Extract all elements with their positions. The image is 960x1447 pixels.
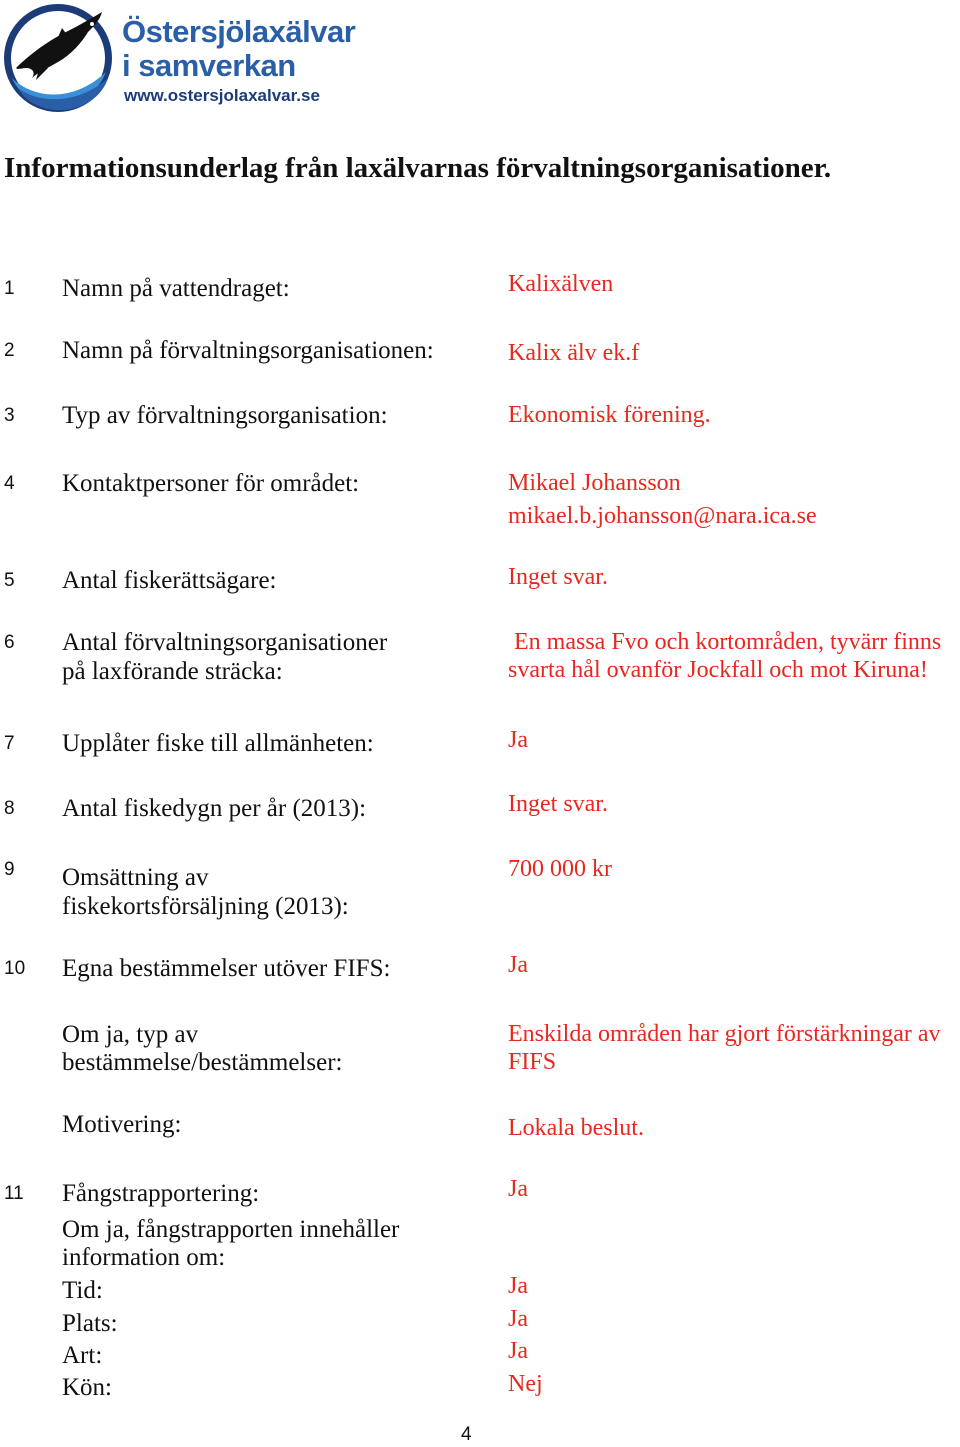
item-11-number: 11 (4, 1183, 24, 1204)
item-10-label: Egna bestämmelser utöver FIFS: (62, 955, 391, 982)
item-11-sex-value: Nej (508, 1371, 543, 1397)
logo-url: www.ostersjolaxalvar.se (124, 86, 320, 105)
item-8-label: Antal fiskedygn per år (2013): (62, 795, 367, 822)
item-6-value: En massa Fvo och kortområden, tyvärr finns (508, 629, 942, 655)
item-11-info-label-line2: information om: (62, 1244, 226, 1271)
item-3-number: 3 (4, 405, 15, 426)
item-1-label: Namn på vattendraget: (62, 275, 290, 302)
item-6-label: Antal förvaltningsorganisationer (62, 629, 388, 656)
item-11-label: Fångstrapportering: (62, 1180, 260, 1207)
item-11-value: Ja (508, 1176, 528, 1202)
logo (0, 0, 356, 116)
page-number: 4 (461, 1424, 472, 1445)
item-5-number: 5 (4, 570, 15, 591)
item-11-species-value: Ja (508, 1338, 528, 1364)
item-10-type-value-line2: FIFS (508, 1049, 557, 1075)
item-4-email: mikael.b.johansson@nara.ica.se (508, 503, 817, 529)
item-11-sex-label: Kön: (62, 1374, 112, 1401)
item-2-label: Namn på förvaltningsorganisationen: (62, 337, 434, 364)
item-10-value: Ja (508, 952, 528, 978)
item-11-species-label: Art: (62, 1342, 103, 1369)
item-11-info-label: Om ja, fångstrapporten innehåller (62, 1216, 400, 1243)
item-8-value: Inget svar. (508, 791, 608, 817)
item-7-number: 7 (4, 733, 15, 754)
item-1-value: Kalixälven (508, 271, 614, 297)
item-6-label-line2: på laxförande sträcka: (62, 658, 283, 685)
item-10-type-label: Om ja, typ av (62, 1021, 199, 1048)
item-3-label: Typ av förvaltningsorganisation: (62, 402, 388, 429)
item-11-time-label: Tid: (62, 1277, 103, 1304)
item-9-number: 9 (4, 859, 15, 880)
item-6-value-line2: svarta hål ovanför Jockfall och mot Kiruna! (508, 657, 928, 683)
item-10-number: 10 (4, 958, 26, 979)
item-7-label: Upplåter fiske till allmänheten: (62, 730, 374, 757)
item-9-value: 700 000 kr (508, 856, 612, 882)
item-9-label-line2: fiskekortsförsäljning (2013): (62, 893, 349, 920)
item-11-place-value: Ja (508, 1306, 528, 1332)
item-4-number: 4 (4, 473, 15, 494)
item-9-label: Omsättning av (62, 864, 209, 891)
item-5-value: Inget svar. (508, 564, 608, 590)
document-title: Informationsunderlag från laxälvarnas förvaltningsorganisationer. (4, 152, 832, 184)
logo-name-line1: Östersjölaxälvar (122, 14, 356, 49)
item-6-number: 6 (4, 632, 15, 653)
item-2-number: 2 (4, 340, 15, 361)
item-10-motivation-value: Lokala beslut. (508, 1115, 644, 1141)
item-7-value: Ja (508, 727, 528, 753)
item-11-place-label: Plats: (62, 1310, 118, 1337)
item-8-number: 8 (4, 798, 15, 819)
item-3-value: Ekonomisk förening. (508, 402, 711, 428)
item-5-label: Antal fiskerättsägare: (62, 567, 277, 594)
item-2-value: Kalix älv ek.f (508, 340, 640, 366)
salmon-emblem-icon (2, 2, 118, 114)
item-4-value: Mikael Johansson (508, 470, 681, 496)
item-10-type-value: Enskilda områden har gjort förstärkningar av (508, 1021, 941, 1047)
item-4-label: Kontaktpersoner för området: (62, 470, 360, 497)
logo-name-line2: i samverkan (122, 48, 296, 83)
item-1-number: 1 (4, 278, 15, 299)
item-10-motivation-label: Motivering: (62, 1111, 182, 1138)
item-11-time-value: Ja (508, 1273, 528, 1299)
item-10-type-label-line2: bestämmelse/bestämmelser: (62, 1049, 343, 1076)
